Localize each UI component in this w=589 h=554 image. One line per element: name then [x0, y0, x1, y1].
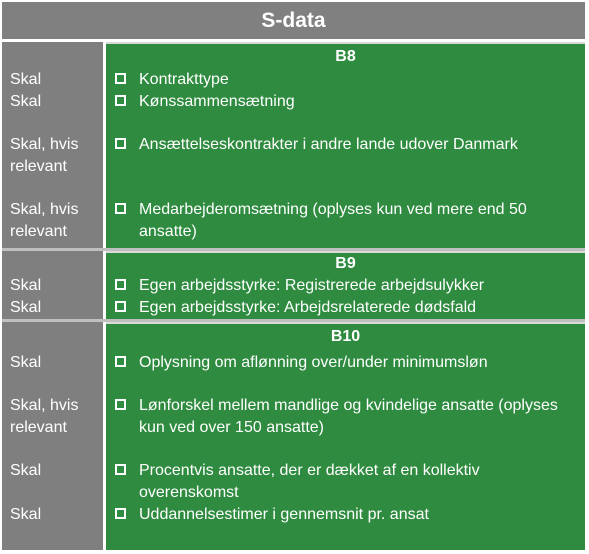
section-b9 [2, 251, 585, 319]
checkbox-icon [115, 279, 126, 290]
requirement-label: Skal [10, 299, 42, 316]
requirement-label: Skal [10, 506, 42, 523]
checklist-item [115, 91, 575, 113]
checklist-item [115, 460, 545, 504]
requirement-label: Skal [10, 354, 42, 371]
section-header-b9: B9 [335, 255, 356, 272]
checkbox-icon [115, 73, 126, 84]
checklist-item [115, 504, 575, 526]
item-text: Oplysning om aflønning over/under minimumsløn [139, 354, 488, 371]
checkbox-icon [115, 356, 126, 367]
item-text: Ansættelseskontrakter i andre lande udover Danmark [139, 136, 518, 153]
requirement-label: Skal [10, 277, 42, 294]
checkbox-icon [115, 95, 126, 106]
section-b10 [2, 322, 585, 550]
checklist-item [115, 395, 565, 439]
requirement-label: Skal [10, 71, 42, 88]
checkbox-icon [115, 203, 126, 214]
checkbox-icon [115, 508, 126, 519]
requirement-label: Skal, hvis relevant [10, 201, 79, 240]
checklist-item [115, 69, 575, 91]
checklist-item [115, 275, 575, 297]
table-title: S-data [2, 2, 585, 40]
item-text: Kønssammensætning [139, 93, 295, 110]
checkbox-icon [115, 399, 126, 410]
requirement-label: Skal, hvis relevant [10, 397, 79, 436]
checklist-item [115, 297, 575, 319]
item-text: Procentvis ansatte, der er dækket af en kollektiv overenskomst [139, 462, 480, 501]
checkbox-icon [115, 138, 126, 149]
section-b8 [2, 42, 585, 248]
checklist-item [115, 352, 575, 374]
checklist-item [115, 199, 569, 243]
requirement-label: Skal, hvis relevant [10, 136, 79, 175]
checklist-item [115, 134, 575, 156]
checkbox-icon [115, 301, 126, 312]
item-text: Medarbejderomsætning (oplyses kun ved mere end 50 ansatte) [139, 201, 527, 240]
requirement-label: Skal [10, 462, 42, 479]
item-text: Uddannelsestimer i gennemsnit pr. ansat [139, 506, 429, 523]
section-header-b10: B10 [330, 328, 361, 345]
item-text: Kontrakttype [139, 71, 229, 88]
requirement-label: Skal [10, 93, 42, 110]
section-header-b8: B8 [335, 48, 356, 65]
item-text: Egen arbejdsstyrke: Registrerede arbejdsulykker [139, 277, 485, 294]
item-text: Egen arbejdsstyrke: Arbejdsrelaterede dødsfald [139, 299, 477, 316]
s-data-table [2, 2, 585, 550]
checkbox-icon [115, 464, 126, 475]
item-text: Lønforskel mellem mandlige og kvindelige ansatte (oplyses kun ved over 150 ansatte) [139, 397, 558, 436]
